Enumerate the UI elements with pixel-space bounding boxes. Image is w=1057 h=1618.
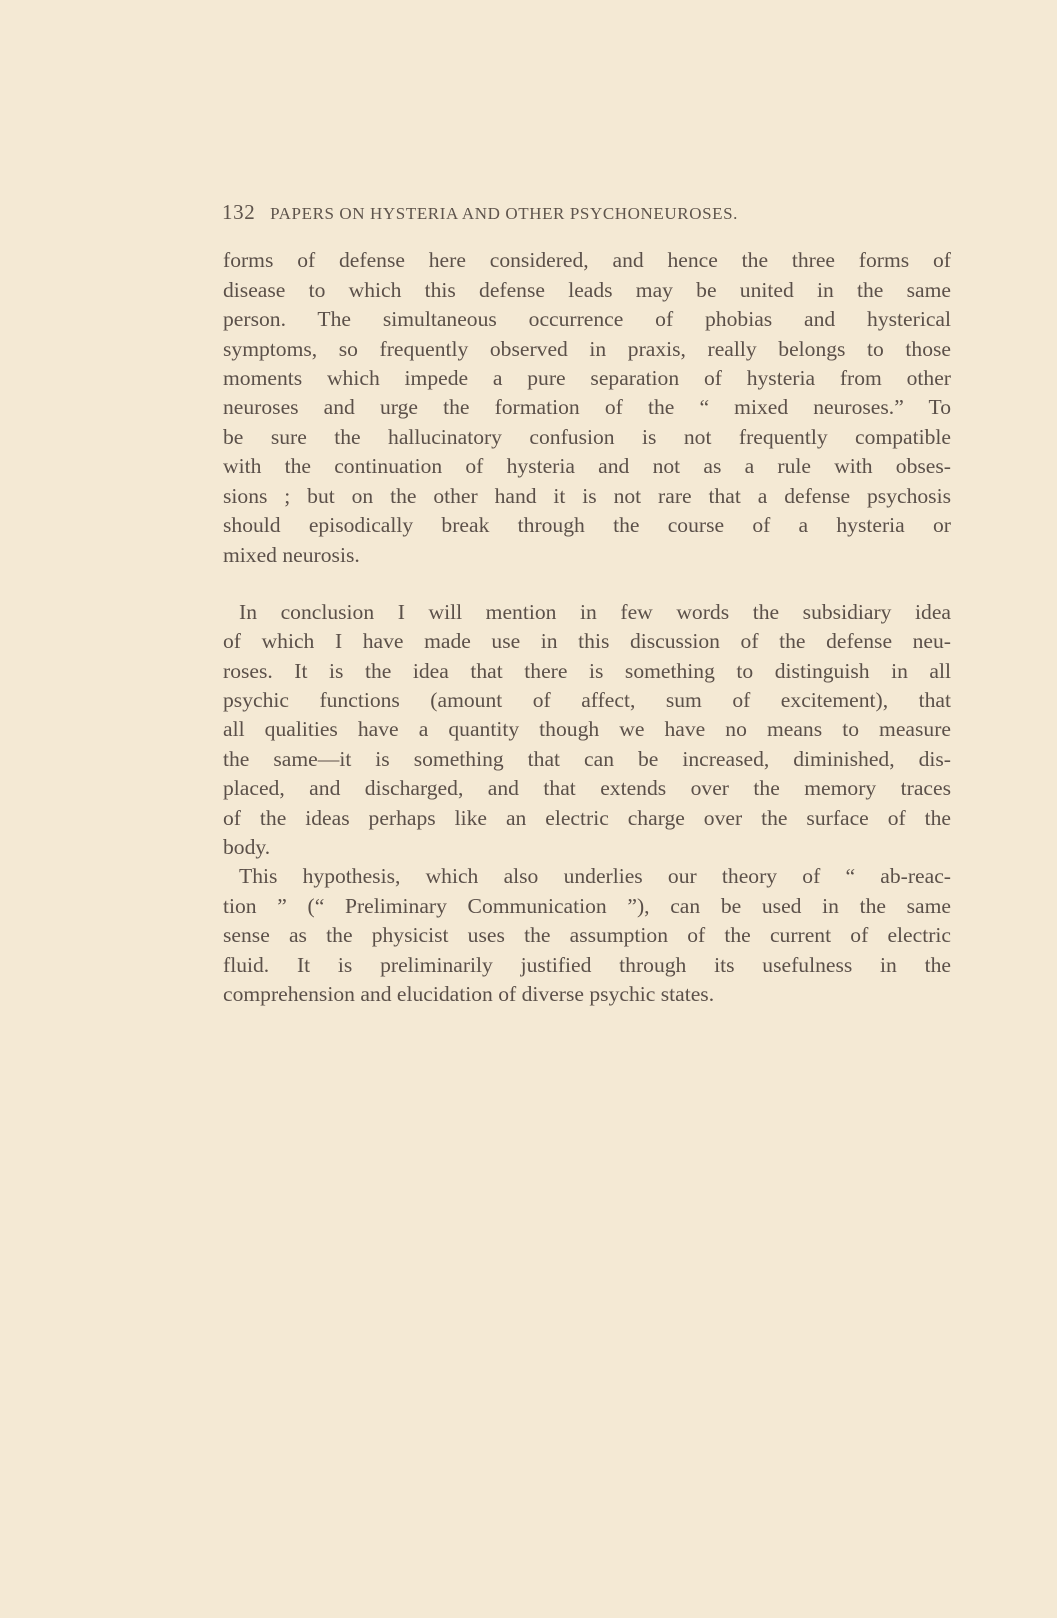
text-line: moments which impede a pure separation of hysteria from other [223, 366, 951, 390]
text-line: fluid. It is preliminarily justified through its usefulness in the [223, 953, 951, 977]
text-line: with the continuation of hysteria and not as a rule with obses- [223, 454, 951, 478]
text-line: be sure the hallucinatory confusion is not frequently compatible [223, 425, 951, 449]
page-number: 132 [222, 200, 256, 224]
text-line: forms of defense here considered, and hence the three forms of [223, 248, 951, 272]
text-line: body. [223, 835, 271, 859]
text-line: of which I have made use in this discussion of the defense neu- [223, 629, 951, 653]
text-line: This hypothesis, which also underlies our theory of “ ab-reac- [239, 864, 951, 888]
text-line: roses. It is the idea that there is something to distinguish in all [223, 659, 951, 683]
running-header [222, 200, 892, 225]
text-line: sense as the physicist uses the assumption of the current of electric [223, 923, 951, 947]
text-line: should episodically break through the course of a hysteria or [223, 513, 951, 537]
text-line: disease to which this defense leads may be united in the same [223, 278, 951, 302]
text-line: all qualities have a quantity though we have no means to measure [223, 717, 951, 741]
text-line: person. The simultaneous occurrence of phobias and hysterical [223, 307, 951, 331]
text-line: In conclusion I will mention in few words the subsidiary idea [239, 600, 951, 624]
text-line: the same—it is something that can be increased, diminished, dis- [223, 747, 951, 771]
text-line: neuroses and urge the formation of the “ mixed neuroses.” To [223, 395, 951, 419]
text-line: mixed neurosis. [223, 543, 360, 567]
text-line: comprehension and elucidation of diverse psychic states. [223, 982, 715, 1006]
text-line: psychic functions (amount of affect, sum of excitement), that [223, 688, 951, 712]
text-line: tion ” (“ Preliminary Communication ”), can be used in the same [223, 894, 951, 918]
text-line: symptoms, so frequently observed in praxis, really belongs to those [223, 337, 951, 361]
text-line: of the ideas perhaps like an electric charge over the surface of the [223, 806, 951, 830]
running-title: PAPERS ON HYSTERIA AND OTHER PSYCHONEUROSES. [270, 204, 739, 223]
text-line: placed, and discharged, and that extends over the memory traces [223, 776, 951, 800]
text-line: sions ; but on the other hand it is not rare that a defense psychosis [223, 484, 951, 508]
